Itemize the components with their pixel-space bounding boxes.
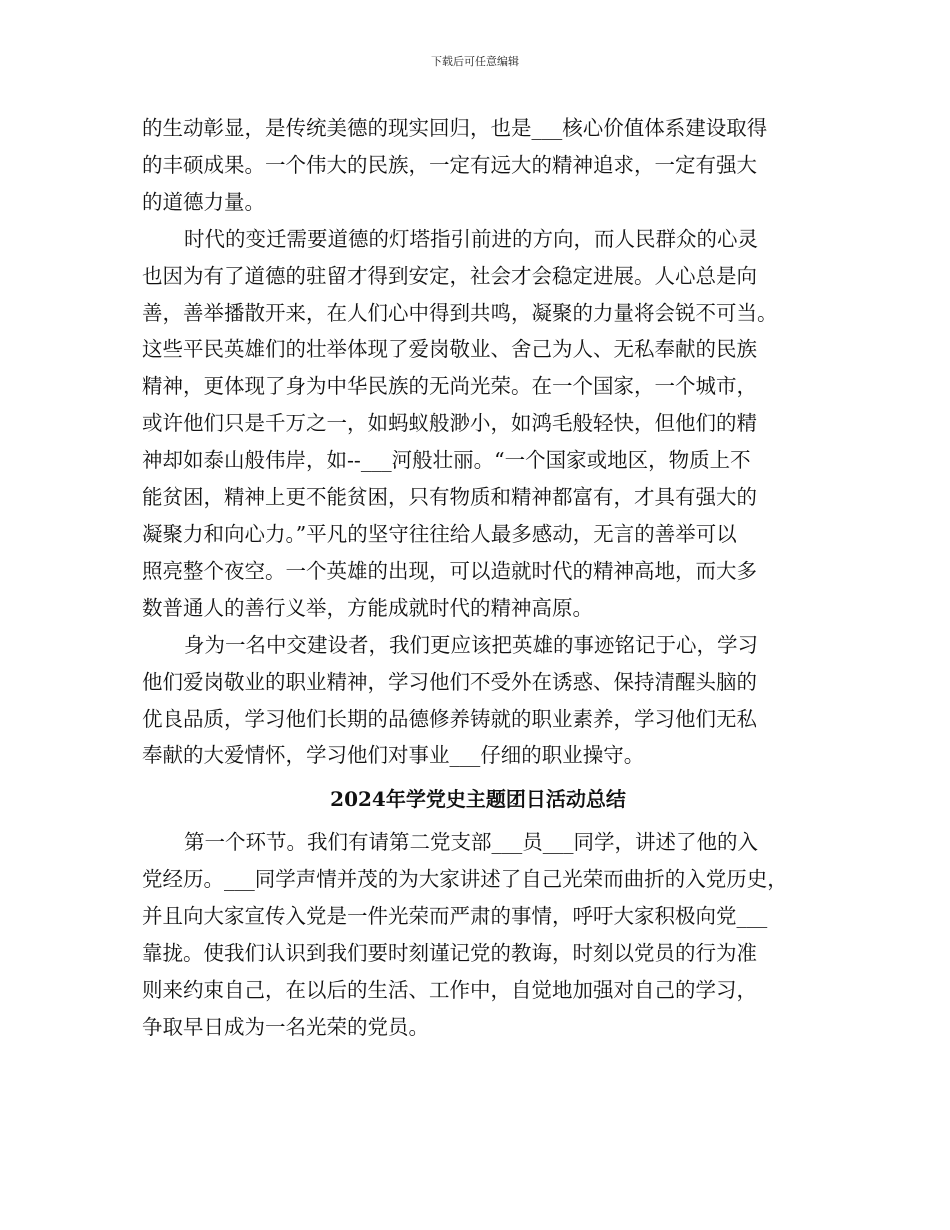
- text-line: 他们爱岗敬业的职业精神，学习他们不受外在诱惑、保持清醒头脑的: [142, 669, 757, 694]
- text-line: 神却如泰山般伟岸，如--___河般壮丽。“一个国家或地区，物质上不: [142, 448, 751, 473]
- text-line: 的生动彰显，是传统美德的现实回归，也是___核心价值体系建设取得: [142, 116, 768, 140]
- section-title: 2024年学党史主题团日活动总结: [330, 787, 626, 812]
- text-line: 身为一名中交建设者，我们更应该把英雄的事迹铭记于心，学习: [184, 632, 758, 657]
- text-line: 精神，更体现了身为中华民族的无尚光荣。在一个国家，一个城市，: [142, 374, 757, 399]
- paragraph-era-change: [142, 221, 814, 627]
- text-line: 能贫困，精神上更不能贫困，只有物质和精神都富有，才具有强大的: [142, 485, 757, 510]
- text-line: 数普通人的善行义举，方能成就时代的精神高原。: [142, 595, 593, 620]
- text-line: 这些平民英雄们的壮举体现了爱岗敬业、舍己为人、无私奉献的民族: [142, 337, 757, 362]
- text-line: 优良品质，学习他们长期的品德修养铸就的职业素养，学习他们无私: [142, 706, 757, 731]
- text-line: 也因为有了道德的驻留才得到安定，社会才会稳定进展。人心总是向: [142, 263, 757, 288]
- text-line: 党经历。___同学声情并茂的为大家讲述了自己光荣而曲折的入党历史，: [142, 867, 788, 892]
- paragraph-intro-tail: [142, 110, 814, 221]
- paragraph-first-session: [142, 824, 814, 1045]
- text-line: 并且向大家宣传入党是一件光荣而严肃的事情，呼吁大家积极向党___: [142, 904, 768, 929]
- text-line: 时代的变迁需要道德的灯塔指引前进的方向，而人民群众的心灵: [184, 226, 758, 251]
- text-line: 的丰硕成果。一个伟大的民族，一定有远大的精神追求，一定有强大: [142, 152, 757, 177]
- paragraph-builder-duty: [142, 627, 814, 775]
- text-line: 的道德力量。: [142, 189, 265, 214]
- page-header: 下载后可任意编辑: [431, 55, 519, 68]
- text-line: 或许他们只是千万之一，如蚂蚁般渺小，如鸿毛般轻快，但他们的精: [142, 411, 757, 436]
- text-line: 善，善举播散开来，在人们心中得到共鸣，凝聚的力量将会锐不可当。: [142, 300, 778, 325]
- text-line: 凝聚力和向心力。”平凡的坚守往往给人最多感动，无言的善举可以: [142, 521, 737, 546]
- text-line: 争取早日成为一名光荣的党员。: [142, 1014, 429, 1039]
- text-line: 靠拢。使我们认识到我们要时刻谨记党的教诲，时刻以党员的行为准: [142, 941, 757, 966]
- document-body: [142, 110, 814, 1046]
- text-line: 则来约束自己，在以后的生活、工作中，自觉地加强对自己的学习，: [142, 977, 757, 1002]
- text-line: 奉献的大爱情怀，学习他们对事业___仔细的职业操守。: [142, 743, 645, 768]
- text-line: 第一个环节。我们有请第二党支部___员___同学，讲述了他的入: [184, 830, 758, 855]
- text-line: 照亮整个夜空。一个英雄的出现，可以造就时代的精神高地，而大多: [142, 558, 757, 583]
